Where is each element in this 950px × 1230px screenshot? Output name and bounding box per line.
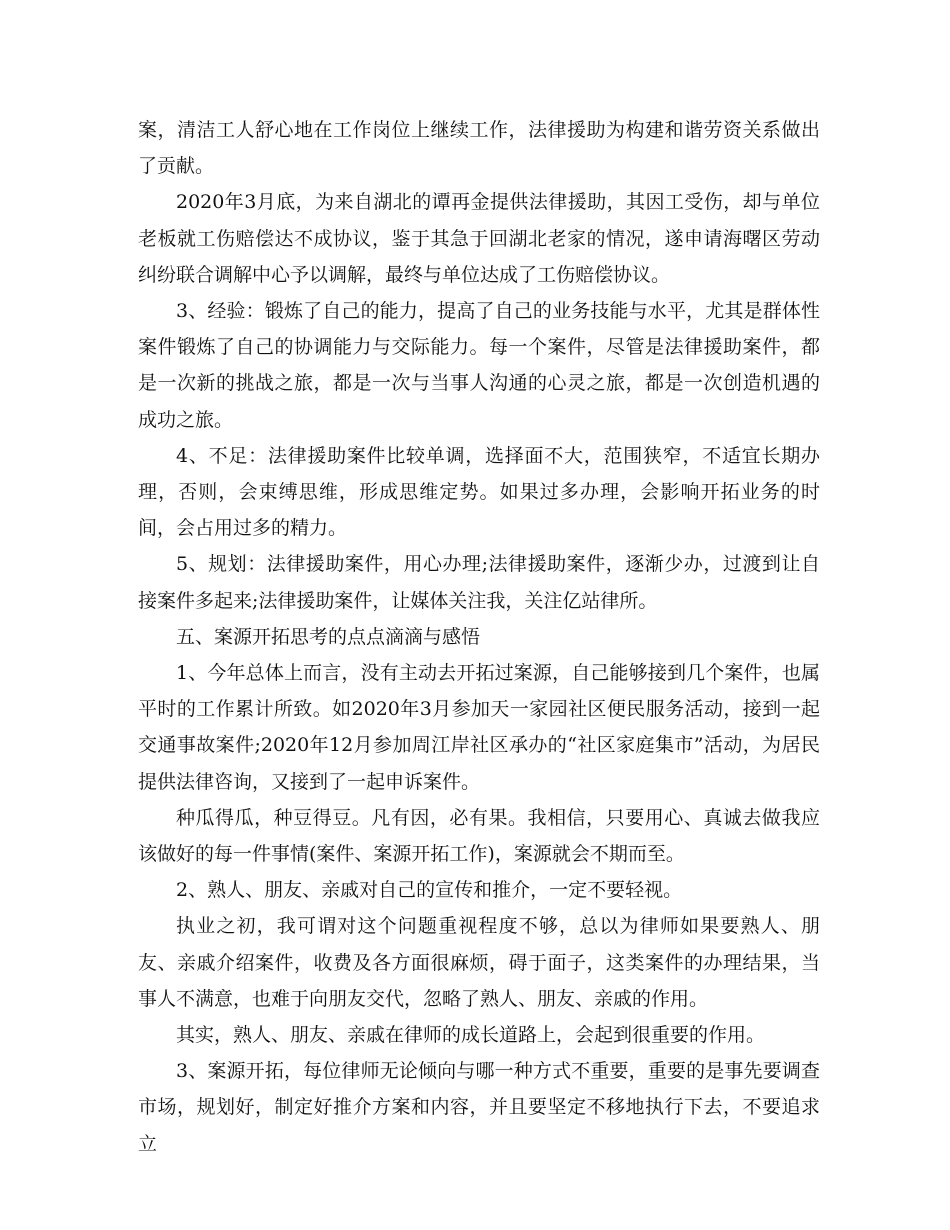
paragraph: 案，清洁工人舒心地在工作岗位上继续工作，法律援助为构建和谐劳资关系做出了贡献。 [138, 119, 820, 178]
paragraph: 1、今年总体上而言，没有主动去开拓过案源，自己能够接到几个案件，也属平时的工作累计所致。如2020年3月参加天一家园社区便民服务活动，接到一起交通事故案件;2020年12月参加周江岸社区承办的“社区家庭集市”活动，为居民提供法律咨询，又接到了一起申诉案件。 [138, 662, 820, 793]
paragraph: 3、经验：锻炼了自己的能力，提高了自己的业务技能与水平，尤其是群体性案件锻炼了自己的协调能力与交际能力。每一个案件，尽管是法律援助案件，都是一次新的挑战之旅，都是一次与当事人沟通的心灵之旅，都是一次创造机遇的成功之旅。 [138, 300, 820, 431]
paragraph: 2020年3月底，为来自湖北的谭再金提供法律援助，其因工受伤，却与单位老板就工伤赔偿达不成协议，鉴于其急于回湖北老家的情况，遂申请海曙区劳动纠纷联合调解中心予以调解，最终与单位达成了工伤赔偿协议。 [138, 191, 820, 286]
document-body [138, 112, 820, 1162]
paragraph: 其实，熟人、朋友、亲戚在律师的成长道路上，会起到很重要的作用。 [176, 1024, 766, 1047]
paragraph: 2、熟人、朋友、亲戚对自己的宣传和推介，一定不要轻视。 [176, 879, 683, 902]
paragraph: 执业之初，我可谓对这个问题重视程度不够，总以为律师如果要熟人、朋友、亲戚介绍案件，收费及各方面很麻烦，碍于面子，这类案件的办理结果，当事人不满意，也难于向朋友交代，忽略了熟人、朋友、亲戚的作用。 [138, 915, 820, 1010]
paragraph: 5、规划：法律援助案件，用心办理;法律援助案件，逐渐少办，过渡到让自接案件多起来;法律援助案件，让媒体关注我，关注亿站律所。 [138, 553, 820, 612]
paragraph: 种瓜得瓜，种豆得豆。凡有因，必有果。我相信，只要用心、真诚去做我应该做好的每一件事情(案件、案源开拓工作)，案源就会不期而至。 [138, 806, 820, 866]
paragraph: 4、不足：法律援助案件比较单调，选择面不大，范围狭窄，不适宜长期办理，否则，会束缚思维，形成思维定势。如果过多办理，会影响开拓业务的时间，会占用过多的精力。 [138, 444, 820, 540]
paragraph: 3、案源开拓，每位律师无论倾向与哪一种方式不重要，重要的是事先要调查市场，规划好，制定好推介方案和内容，并且要坚定不移地执行下去，不要追求立 [138, 1060, 820, 1155]
section-heading: 五、案源开拓思考的点点滴滴与感悟 [176, 625, 481, 648]
